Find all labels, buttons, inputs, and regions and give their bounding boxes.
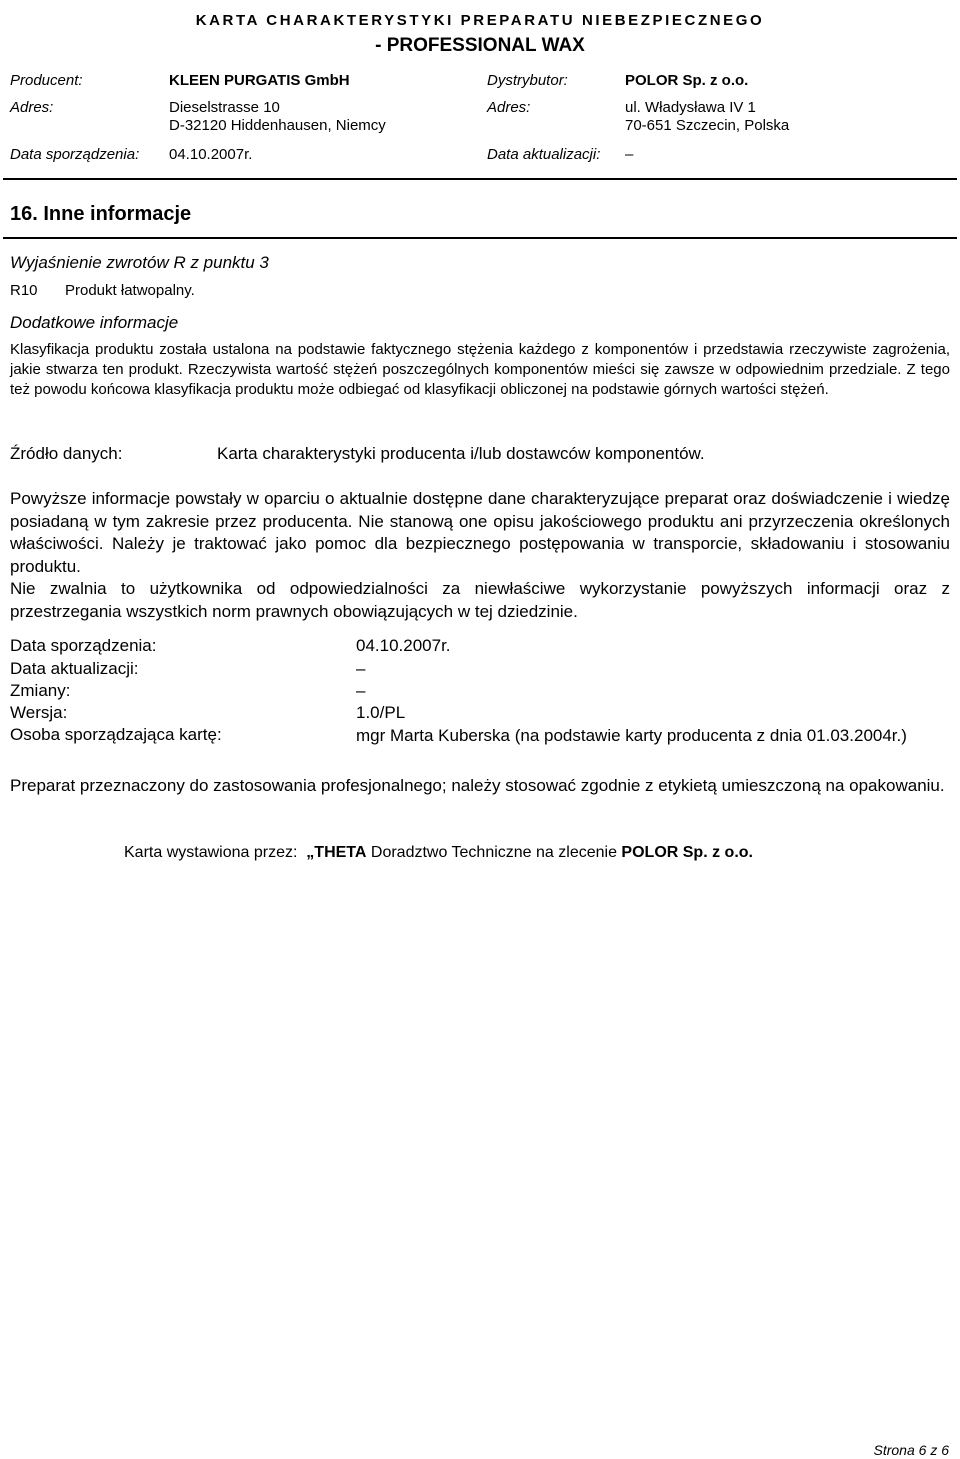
issuer-name: „THETA xyxy=(306,844,367,861)
distributor-address-label: Adres: xyxy=(487,99,531,116)
document-title: KARTA CHARAKTERYSTYKI PREPARATU NIEBEZPIECZNEGO xyxy=(195,12,765,29)
author-value: mgr Marta Kuberska (na podstawie karty producenta z dnia 01.03.2004r.) xyxy=(356,726,907,745)
client-name: POLOR Sp. z o.o. xyxy=(621,844,753,861)
updated-value: – xyxy=(356,659,366,678)
created-value: 04.10.2007r. xyxy=(356,636,451,655)
section-divider xyxy=(3,237,957,239)
issuer-text: Doradztwo Techniczne na zlecenie xyxy=(370,844,617,861)
distributor-address-line2: 70-651 Szczecin, Polska xyxy=(625,117,790,134)
disclaimer-paragraph-2: Nie zwalnia to użytkownika od odpowiedzialności za niewłaściwe wykorzystanie powyższych informacji oraz z przestrzegania wszystkich norm prawnych obowiązujących w tej dziedzinie. xyxy=(10,579,950,621)
author-label: Osoba sporządzająca kartę: xyxy=(10,725,222,744)
producer-address-line2: D-32120 Hiddenhausen, Niemcy xyxy=(169,117,386,134)
version-label: Wersja: xyxy=(10,703,68,722)
data-source-value: Karta charakterystyki producenta i/lub dostawców komponentów. xyxy=(217,444,705,463)
page-number: Strona 6 z 6 xyxy=(873,1442,949,1458)
header-created-label: Data sporządzenia: xyxy=(10,146,140,163)
distributor-label: Dystrybutor: xyxy=(487,72,568,89)
version-value: 1.0/PL xyxy=(356,703,406,722)
disclaimer-paragraph-1: Powyższe informacje powstały w oparciu o aktualnie dostępne dane charakteryzujące preparat oraz doświadczenie i wiedzę posiadaną w tym zakresie przez producenta. Nie stanową one opisu jakościowego produktu ani przyrzeczenia określonych właściwości. Należy je traktować jako pomoc dla bezpiecznego postępowania w transporcie, składowaniu i stosowaniu produktu. xyxy=(10,489,950,576)
updated-label: Data aktualizacji: xyxy=(10,659,139,678)
producer-address-label: Adres: xyxy=(10,99,54,116)
r-description: Produkt łatwopalny. xyxy=(65,282,195,299)
issued-by-line xyxy=(124,844,753,862)
producer-value: KLEEN PURGATIS GmbH xyxy=(169,72,350,89)
issued-by-label: Karta wystawiona przez: xyxy=(124,844,298,861)
header-updated-value: – xyxy=(625,146,634,163)
classification-paragraph: Klasyfikacja produktu została ustalona na podstawie faktycznego stężenia każdego z komponentów i przedstawia rzeczywiste zagrożenia, jakie stwarza ten produkt. Rzeczywista wartość stężeń poszczególnych komponentów mieści się zawsze w odpowiednim przedziale. Z tego też powodu końcowa klasyfikacja produktu może odbiegać od klasyfikacji obliczonej na podstawie górnych wartości stężeń. xyxy=(10,341,950,398)
header-divider xyxy=(3,178,957,180)
created-label: Data sporządzenia: xyxy=(10,636,157,655)
changes-value: – xyxy=(356,681,366,700)
usage-note: Preparat przeznaczony do zastosowania profesjonalnego; należy stosować zgodnie z etykietą umieszczoną na opakowaniu. xyxy=(10,776,945,795)
distributor-address-line1: ul. Władysława IV 1 xyxy=(625,99,756,116)
data-source-label: Źródło danych: xyxy=(10,444,123,463)
document-subtitle: - PROFESSIONAL WAX xyxy=(375,35,585,56)
r-code: R10 xyxy=(10,282,38,299)
header-updated-label: Data aktualizacji: xyxy=(487,146,601,163)
section-title: 16. Inne informacje xyxy=(10,203,192,225)
header-created-value: 04.10.2007r. xyxy=(169,146,253,163)
distributor-value: POLOR Sp. z o.o. xyxy=(625,72,749,89)
r-phrases-heading: Wyjaśnienie zwrotów R z punktu 3 xyxy=(10,253,269,272)
additional-info-heading: Dodatkowe informacje xyxy=(10,313,179,332)
changes-label: Zmiany: xyxy=(10,681,71,700)
producer-address-line1: Dieselstrasse 10 xyxy=(169,99,280,116)
producer-label: Producent: xyxy=(10,72,83,89)
